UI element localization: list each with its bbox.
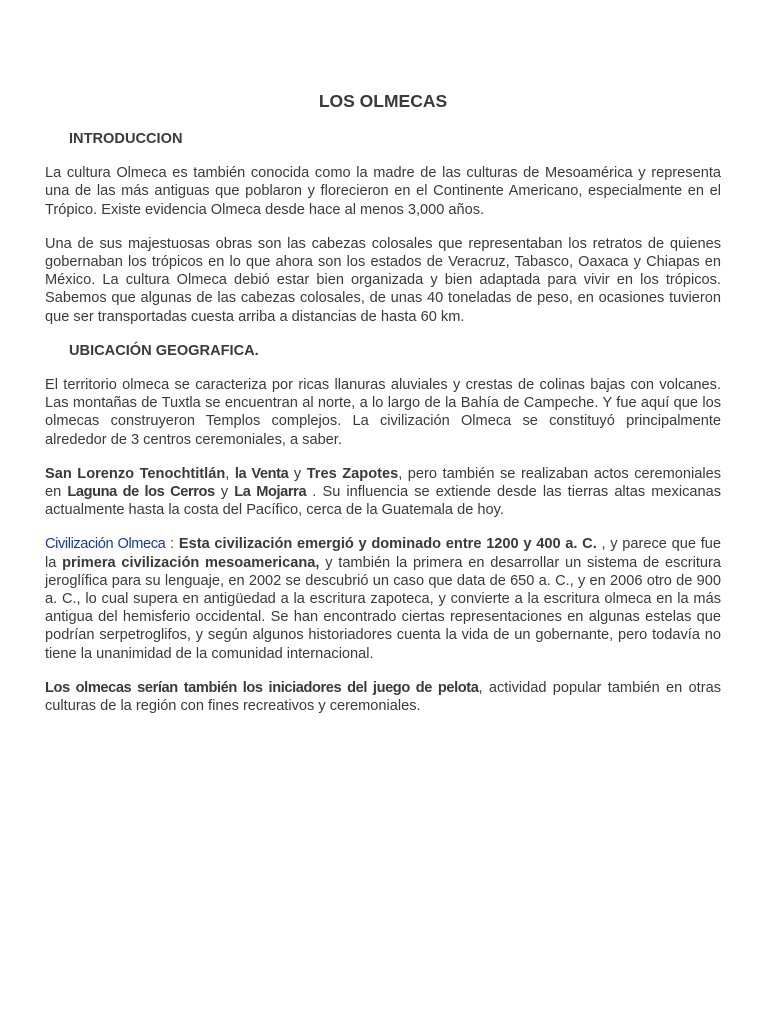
civilizacion-olmeca-link[interactable]: Civilización Olmeca [45,536,166,553]
bold-tres-zapotes: Tres Zapotes [306,465,399,482]
geo-paragraph-3 [45,535,721,662]
document-page [45,90,721,731]
text-run: , [225,465,235,482]
text-run: y también la primera en desarrollar un sistema de escritura jeroglífica para su lenguaje, en 2002 se descubrió un caso que data de 650 a. C., y en 2006 otro de 900 a. C., lo cual supera en antigüedad a la escritura zapoteca, y convierte a la escritura olmeca en la más antigua del hemisferio occidental. Se han encontrado ciertas representaciones en algunas estelas que podrían serpetroglifos, y según algunos historiadores cuenta la vida de un gobernante, pero todavía no tiene la unanimidad de la comunidad internacional. [45,554,721,662]
text-run: . Su influencia se extiende desde las tierras altas mexicanas actualmente hasta la costa del Pacífico, cerca de la Guatemala de hoy. [45,484,722,519]
bold-emergio: Esta civilización emergió y dominado entre 1200 y 400 a. C. [178,536,597,553]
intro-paragraph-2: Una de sus majestuosas obras son las cabezas colosales que representaban los retratos de quienes gobernaban los trópicos en lo que ahora son los estados de Veracruz, Tabasco, Oaxaca y Chiapas en México. La cultura Olmeca debió estar bien organizada y bien adaptada para vivir en los trópicos. Sabemos que algunas de las cabezas colosales, de unas 40 toneladas de peso, en ocasiones tuvieron que ser transportadas cuesta arriba a distancias de hasta 60 km. [45,235,721,325]
text-run: : [165,536,179,553]
bold-laguna-cerros: Laguna de los Cerros [67,484,215,501]
text-run: , y parece que fue la [45,536,721,571]
intro-heading: INTRODUCCION [69,131,183,147]
geo-paragraph-1: El territorio olmeca se caracteriza por ricas llanuras aluviales y crestas de colinas bajas con volcanes. Las montañas de Tuxtla se encuentran al norte, a lo largo de la Bahía de Campeche. Y fue aquí que los olmecas construyeron Templos complejos. La civilización Olmeca se constituyó principalmente alrededor de 3 centros ceremoniales, a saber. [45,377,721,448]
document-title: LOS OLMECAS [318,91,448,111]
geo-heading: UBICACIÓN GEOGRAFICA. [69,342,259,359]
bold-juego-pelota: Los olmecas serían también los iniciadores del juego de pelota [45,679,479,696]
bold-primera-civilizacion: primera civilización mesoamericana, [62,554,320,571]
intro-paragraph-1: La cultura Olmeca es también conocida como la madre de las culturas de Mesoamérica y representa una de las más antiguas que poblaron y florecieron en el Continente Americano, especialmente en el Trópico. Existe evidencia Olmeca desde hace al menos 3,000 años. [45,165,721,218]
bold-la-venta: la Venta [234,465,289,482]
text-run: y [214,484,235,501]
bold-san-lorenzo: San Lorenzo Tenochtitlán [45,465,226,482]
geo-paragraph-4 [45,679,721,715]
bold-la-mojarra: La Mojarra [234,484,307,501]
text-run: , actividad popular también en otras culturas de la región con fines recreativos y ceremoniales. [45,679,721,715]
geo-paragraph-2 [45,465,721,520]
text-run: y [288,465,307,482]
text-run: , pero también se realizaban actos ceremoniales en [45,465,722,501]
